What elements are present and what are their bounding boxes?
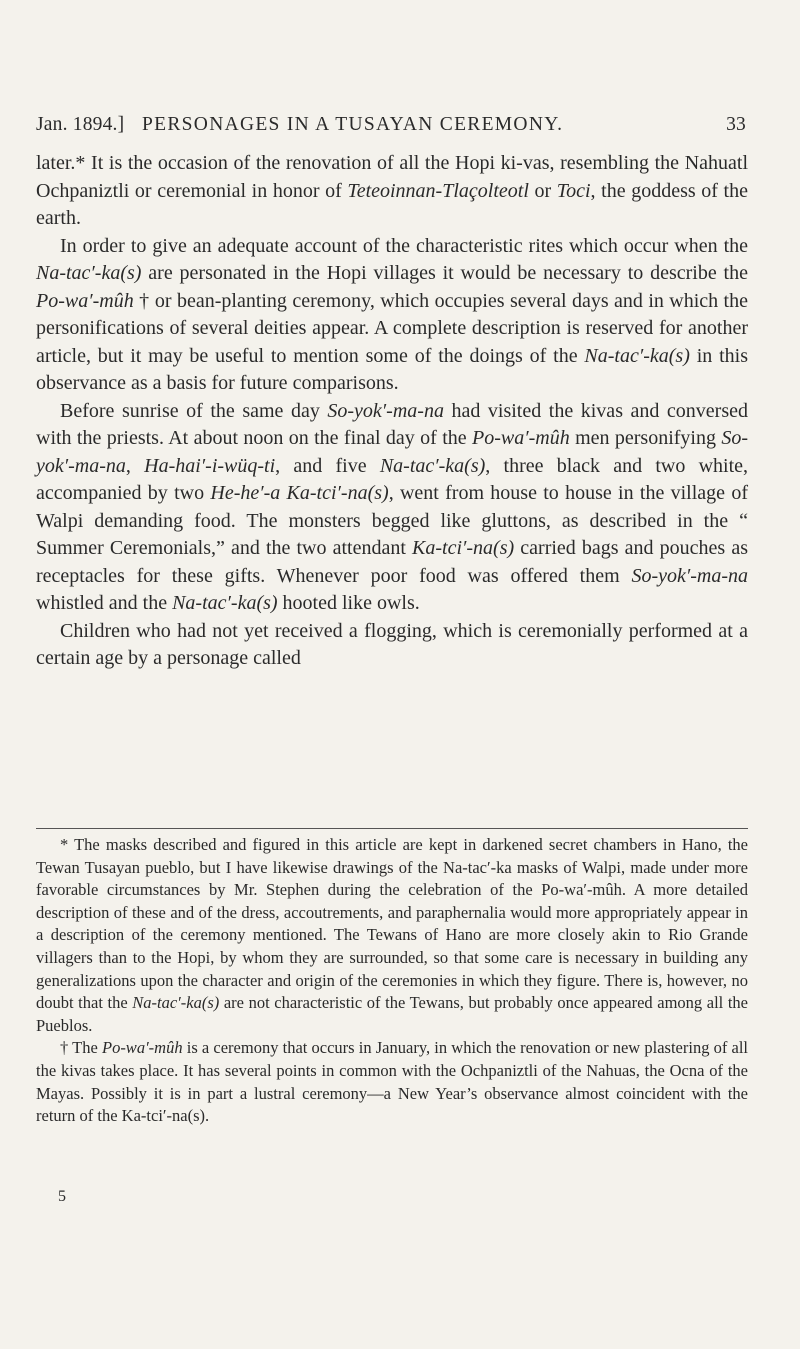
italic-term: Po-wa′-mûh xyxy=(472,427,570,449)
text-run: in this observance as a basis for future comparisons. xyxy=(36,344,749,394)
text-run: , xyxy=(125,454,145,477)
text-run: is a ceremony that occurs in January, in which the renovation or new plastering of all the kivas takes place. It has several points in common with the Ochpaniztli of the Nahuas, the Ocna of the Mayas. Possibly it is in part a lustral ceremony—a New Year’s observance almost coincident with the return of the Ka-tci′-na(s). xyxy=(36,1038,749,1126)
footnotes xyxy=(36,834,748,1128)
header-date: Jan. 1894.] xyxy=(36,114,125,135)
paragraph-2 xyxy=(36,233,748,398)
italic-term: Ha-hai′-i-wüq-ti xyxy=(144,454,276,477)
paragraph-3 xyxy=(36,398,748,618)
header-page-number: 33 xyxy=(726,114,746,135)
text-run: † or bean-planting ceremony, which occupies several days and in which the personifications of several deities appear. A complete description is reserved for another article, but it may be useful to mention some of the doings of the xyxy=(36,289,748,367)
italic-term: Na-tac′-ka(s) xyxy=(132,993,220,1013)
signature-mark: 5 xyxy=(58,1188,66,1205)
text-run: * The masks described and figured in this article are kept in darkened secret chambers in Hano, the Tewan Tusayan pueblo, but I have likewise drawings of the Na-tac′-ka masks of Walpi, made under more favorable circumstances by Mr. Stephen during the celebration of the Po-wa′-mûh. A more detailed description of these and of the dress, accoutrements, and paraphernalia would more appropriately appear in a description of the ceremony mentioned. The Tewans of Hano are more closely akin to Rio Grande villagers than to the Hopi, by whom they are surrounded, so that some care is necessary in building any generalizations upon the character and origin of the ceremonies in which they figure. There is, however, no doubt that the xyxy=(36,835,748,1013)
italic-term: He-he′-a Ka-tci′-na(s) xyxy=(210,482,389,504)
body-text xyxy=(36,150,748,673)
footnote-rule xyxy=(36,828,748,829)
text-run: , three black and two white, accompanied by two xyxy=(36,454,749,504)
italic-term: So-yok′-ma-na xyxy=(327,399,444,422)
text-run: are not characteristic of the Tewans, but probably once appeared among all the Pueblos. xyxy=(36,993,748,1035)
italic-term: Na-tac′-ka(s) xyxy=(584,344,690,367)
footnote-2 xyxy=(36,1037,748,1127)
text-run: whistled and the xyxy=(36,592,173,614)
footnote-1 xyxy=(36,834,748,1037)
paragraph-1 xyxy=(36,150,748,233)
text-run: carried bags and pouches as receptacles for these gifts. Whenever poor food was offered them xyxy=(36,537,748,587)
italic-term: Na-tac′-ka(s) xyxy=(36,262,142,284)
text-run: Before sunrise of the same day xyxy=(60,399,328,422)
italic-term: Po-wa′-mûh xyxy=(101,1038,183,1058)
text-run: men personifying xyxy=(569,427,722,449)
header-running-title: PERSONAGES IN A TUSAYAN CEREMONY. xyxy=(142,114,564,135)
italic-term: Po-wa′-mûh xyxy=(36,289,134,312)
text-run: later.* It is the occasion of the renovation of all the Hopi ki-vas, resembling the Nahuatl Ochpaniztli or ceremonial in honor of xyxy=(36,152,748,202)
text-run: † The xyxy=(60,1038,102,1058)
italic-term: Ka-tci′-na(s) xyxy=(412,537,515,559)
text-run: , went from house to house in the village of Walpi demanding food. The monsters begged like gluttons, as described in the “ Summer Ceremonials,” and the two attendant xyxy=(36,482,748,559)
paragraph-4 xyxy=(36,618,748,673)
text-run: are personated in the Hopi villages it would be necessary to describe the xyxy=(141,262,748,284)
text-run: or xyxy=(528,179,557,202)
italic-term: Toci xyxy=(556,179,591,202)
italic-term: So-yok′-ma-na xyxy=(631,564,748,587)
text-run: had visited the kivas and conversed with the priests. At about noon on the final day of the xyxy=(36,399,749,449)
text-run: In order to give an adequate account of the characteristic rites which occur when the xyxy=(60,234,748,257)
italic-term: So-yok′-ma-na xyxy=(36,427,749,477)
text-run: Children who had not yet received a flogging, which is ceremonially performed at a certain age by a personage called xyxy=(36,619,748,669)
text-run: , and five xyxy=(275,454,380,477)
running-header xyxy=(36,114,746,144)
text-run: , the goddess of the earth. xyxy=(36,179,748,229)
italic-term: Na-tac′-ka(s) xyxy=(379,454,486,477)
text-run: hooted like owls. xyxy=(277,592,420,614)
italic-term: Teteoinnan-Tlaçolteotl xyxy=(347,179,529,202)
italic-term: Na-tac′-ka(s) xyxy=(172,592,278,614)
